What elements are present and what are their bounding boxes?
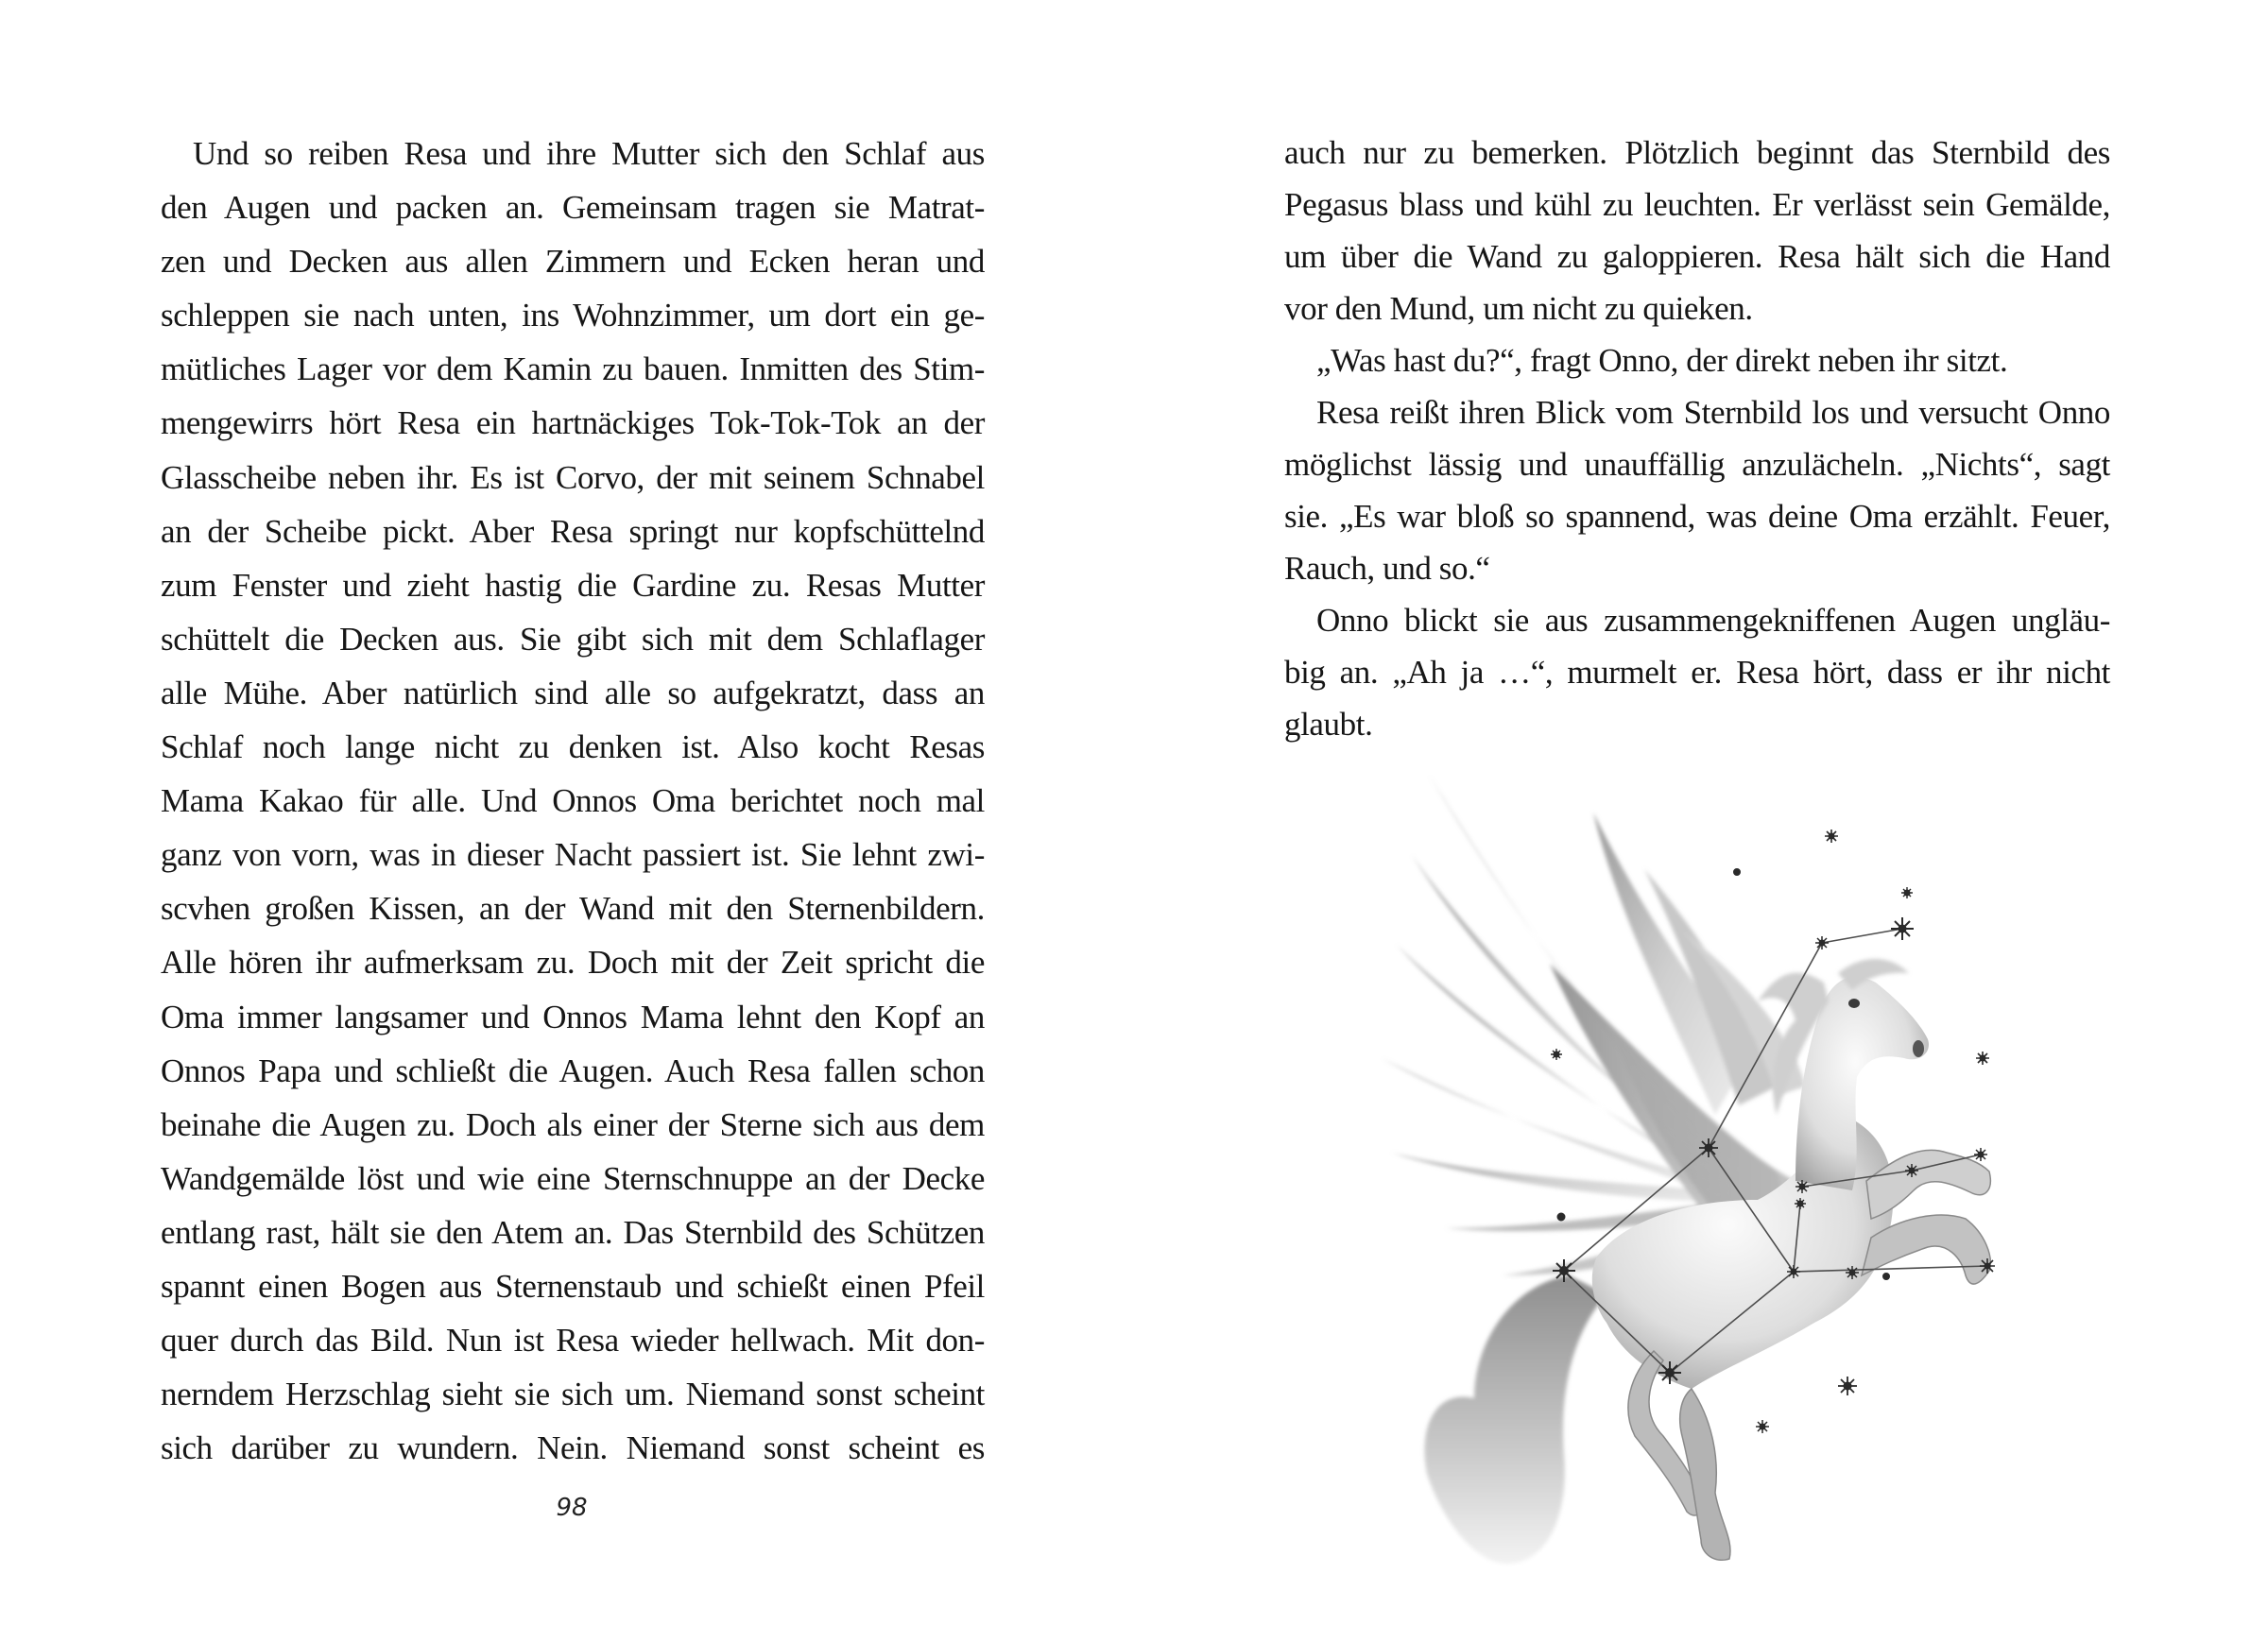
- star-icon: [1838, 1377, 1857, 1395]
- text-line: „Was hast du?“, fragt Onno, der direkt neben ihr sitzt.: [1316, 342, 2008, 379]
- star-icon: [1976, 1052, 1989, 1065]
- text-line: vor den Mund, um nicht zu quieken.: [1284, 290, 1753, 327]
- pegasus-illustration: [1361, 746, 2117, 1578]
- text-line: mengewirrs hört Resa ein hartnäckiges Tok-Tok-Tok an der: [161, 404, 985, 442]
- star-icon: [1699, 1138, 1718, 1157]
- text-line: Pegasus blass und kühl zu leuchten. Er verlässt sein Gemälde,: [1284, 186, 2110, 223]
- eye: [1848, 999, 1860, 1008]
- star-icon: [1787, 1265, 1800, 1278]
- text-line: schüttelt die Decken aus. Sie gibt sich mit dem Schlaflager: [161, 620, 985, 658]
- star-icon: [1557, 1213, 1565, 1221]
- text-line: sich darüber zu wundern. Nein. Niemand sonst scheint es: [161, 1429, 985, 1467]
- star-icon: [1815, 936, 1829, 949]
- text-line: Resa reißt ihren Blick vom Sternbild los und versucht Onno: [1316, 394, 2110, 431]
- text-line: den Augen und packen an. Gemeinsam tragen sie Matrat-: [161, 189, 985, 227]
- tail: [1424, 1275, 1606, 1564]
- text-line: zen und Decken aus allen Zimmern und Ecken heran und: [161, 243, 985, 281]
- star-icon: [1905, 1164, 1918, 1177]
- text-line: mütliches Lager vor dem Kamin zu bauen. Inmitten des Stim-: [161, 351, 985, 388]
- page-number: 98: [556, 1494, 588, 1522]
- star-icon: [1980, 1258, 1995, 1274]
- star-icon: [1551, 1049, 1562, 1060]
- text-line: sie. „Es war bloß so spannend, was deine Oma erzählt. Feuer,: [1284, 498, 2110, 535]
- text-line: ganz von vorn, was in dieser Nacht passiert ist. Sie lehnt zwi-: [161, 836, 985, 874]
- star-icon: [1891, 917, 1914, 940]
- star-icon: [1901, 887, 1913, 898]
- star-icon: [1825, 830, 1838, 843]
- text-line: schleppen sie nach unten, ins Wohnzimmer, um dort ein ge-: [161, 297, 985, 334]
- nostril: [1913, 1040, 1924, 1057]
- text-line: Wandgemälde löst und wie eine Sternschnuppe an der Decke: [161, 1159, 985, 1197]
- text-line: Rauch, und so.“: [1284, 550, 1490, 587]
- star-icon: [1756, 1420, 1769, 1433]
- star-icon: [1734, 869, 1741, 876]
- text-line: Glasscheibe neben ihr. Es ist Corvo, der mit seinem Schnabel: [161, 458, 985, 496]
- text-line: beinahe die Augen zu. Doch als einer der Sterne sich aus dem: [161, 1105, 985, 1143]
- text-line: alle Mühe. Aber natürlich sind alle so aufgekratzt, dass an: [161, 674, 985, 711]
- text-line: auch nur zu bemerken. Plötzlich beginnt das Sternbild des: [1284, 134, 2110, 171]
- text-line: quer durch das Bild. Nun ist Resa wieder hellwach. Mit don-: [161, 1322, 985, 1360]
- text-line: Onnos Papa und schließt die Augen. Auch Resa fallen schon: [161, 1052, 985, 1089]
- left-page-text: [161, 127, 985, 1475]
- text-line: entlang rast, hält sie den Atem an. Das Sternbild des Schützen: [161, 1213, 985, 1251]
- text-line: Mama Kakao für alle. Und Onnos Oma berichtet noch mal: [161, 782, 985, 820]
- text-line: um über die Wand zu galoppieren. Resa hält sich die Hand: [1284, 238, 2110, 275]
- text-line: Und so reiben Resa und ihre Mutter sich den Schlaf aus: [193, 135, 985, 172]
- right-page-text: [1284, 127, 2110, 750]
- star-icon: [1974, 1148, 1987, 1161]
- text-line: spannt einen Bogen aus Sternenstaub und schießt einen Pfeil: [161, 1267, 985, 1305]
- text-line: scvhen großen Kissen, an der Wand mit den Sternenbildern.: [161, 890, 985, 928]
- star-icon: [1796, 1180, 1809, 1193]
- text-line: an der Scheibe pickt. Aber Resa springt nur kopfschüttelnd: [161, 512, 985, 550]
- star-icon: [1883, 1274, 1890, 1280]
- pegasus-figure: [1382, 775, 1990, 1564]
- star-icon: [1846, 1266, 1859, 1279]
- text-line: Oma immer langsamer und Onnos Mama lehnt den Kopf an: [161, 998, 985, 1035]
- text-line: Schlaf noch lange nicht zu denken ist. Also kocht Resas: [161, 728, 985, 766]
- text-line: Alle hören ihr aufmerksam zu. Doch mit der Zeit spricht die: [161, 944, 985, 982]
- text-line: nerndem Herzschlag sieht sie sich um. Niemand sonst scheint: [161, 1376, 985, 1413]
- text-line: möglichst lässig und unauffällig anzulächeln. „Nichts“, sagt: [1284, 446, 2110, 483]
- text-line: Onno blickt sie aus zusammengekniffenen Augen ungläu-: [1316, 602, 2110, 639]
- text-line: big an. „Ah ja …“, murmelt er. Resa hört, dass er ihr nicht: [1284, 654, 2110, 691]
- text-line: zum Fenster und zieht hastig die Gardine zu. Resas Mutter: [161, 566, 985, 604]
- text-line: glaubt.: [1284, 706, 1373, 743]
